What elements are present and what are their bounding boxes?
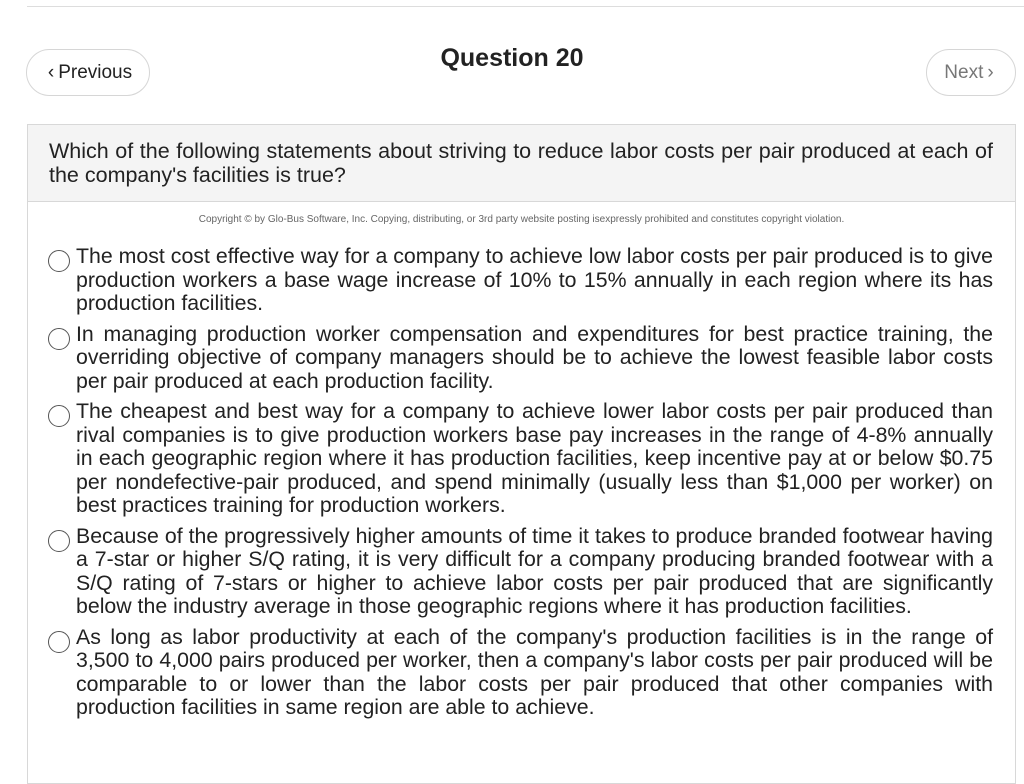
answer-option-5[interactable] (48, 626, 993, 720)
radio-button[interactable] (48, 250, 70, 272)
next-label: Next (944, 61, 984, 83)
copyright-notice: Copyright © by Glo-Bus Software, Inc. Copying, distributing, or 3rd party website posting isexpressly prohibited and constitutes copyright violation. (198, 214, 845, 225)
chevron-left-icon: ‹ (47, 61, 55, 83)
question-prompt: Which of the following statements about striving to reduce labor costs per pair produced at each of the company's facilities is true? (28, 125, 1015, 202)
radio-button[interactable] (48, 631, 70, 653)
answer-option-text: The most cost effective way for a company to achieve low labor costs per pair produced is to give production workers a base wage increase of 10% to 15% annually in each region where its has production facilities. (76, 244, 993, 315)
radio-button[interactable] (48, 405, 70, 427)
answer-option-2[interactable] (48, 323, 993, 394)
answer-option-4[interactable] (48, 525, 993, 619)
chevron-right-icon: › (987, 61, 994, 83)
answer-option-3[interactable] (48, 400, 993, 518)
radio-button[interactable] (48, 530, 70, 552)
answer-option-text: The cheapest and best way for a company to achieve lower labor costs per pair produced than rival companies is to give production workers base pay increases in the range of 4-8% annually in each geographic region where it has production facilities, keep incentive pay at or below $0.75 per nondefective-pair produced, and spend minimally (usually less than $1,000 per worker) on best practices training for production workers. (76, 399, 993, 517)
answer-option-1[interactable] (48, 245, 993, 316)
page-title: Question 20 (440, 44, 584, 72)
previous-label: Previous (58, 61, 133, 83)
answer-option-text: In managing production worker compensation and expenditures for best practice training, the overriding objective of company managers should be to achieve the lowest feasible labor costs per pair produced at each production facility. (76, 321, 993, 393)
radio-button[interactable] (48, 328, 70, 350)
next-button[interactable] (926, 49, 1016, 96)
answer-option-text: Because of the progressively higher amounts of time it takes to produce branded footwear having a 7-star or higher S/Q rating, it is very difficult for a company producing branded footwear with a S/Q rating of 7-stars or higher to achieve labor costs per pair produced that are significantly below the industry average in those geographic regions where it has production facilities. (76, 523, 993, 618)
answer-option-text: As long as labor productivity at each of the company's production facilities is in the range of 3,500 to 4,000 pairs produced per worker, then a company's labor costs per pair produced will be comparable to or lower than the labor costs per pair produced that other companies with production facilities in same region are able to achieve. (76, 624, 993, 719)
question-card (27, 124, 1016, 784)
answer-options (28, 245, 1015, 720)
top-divider (27, 6, 1024, 7)
